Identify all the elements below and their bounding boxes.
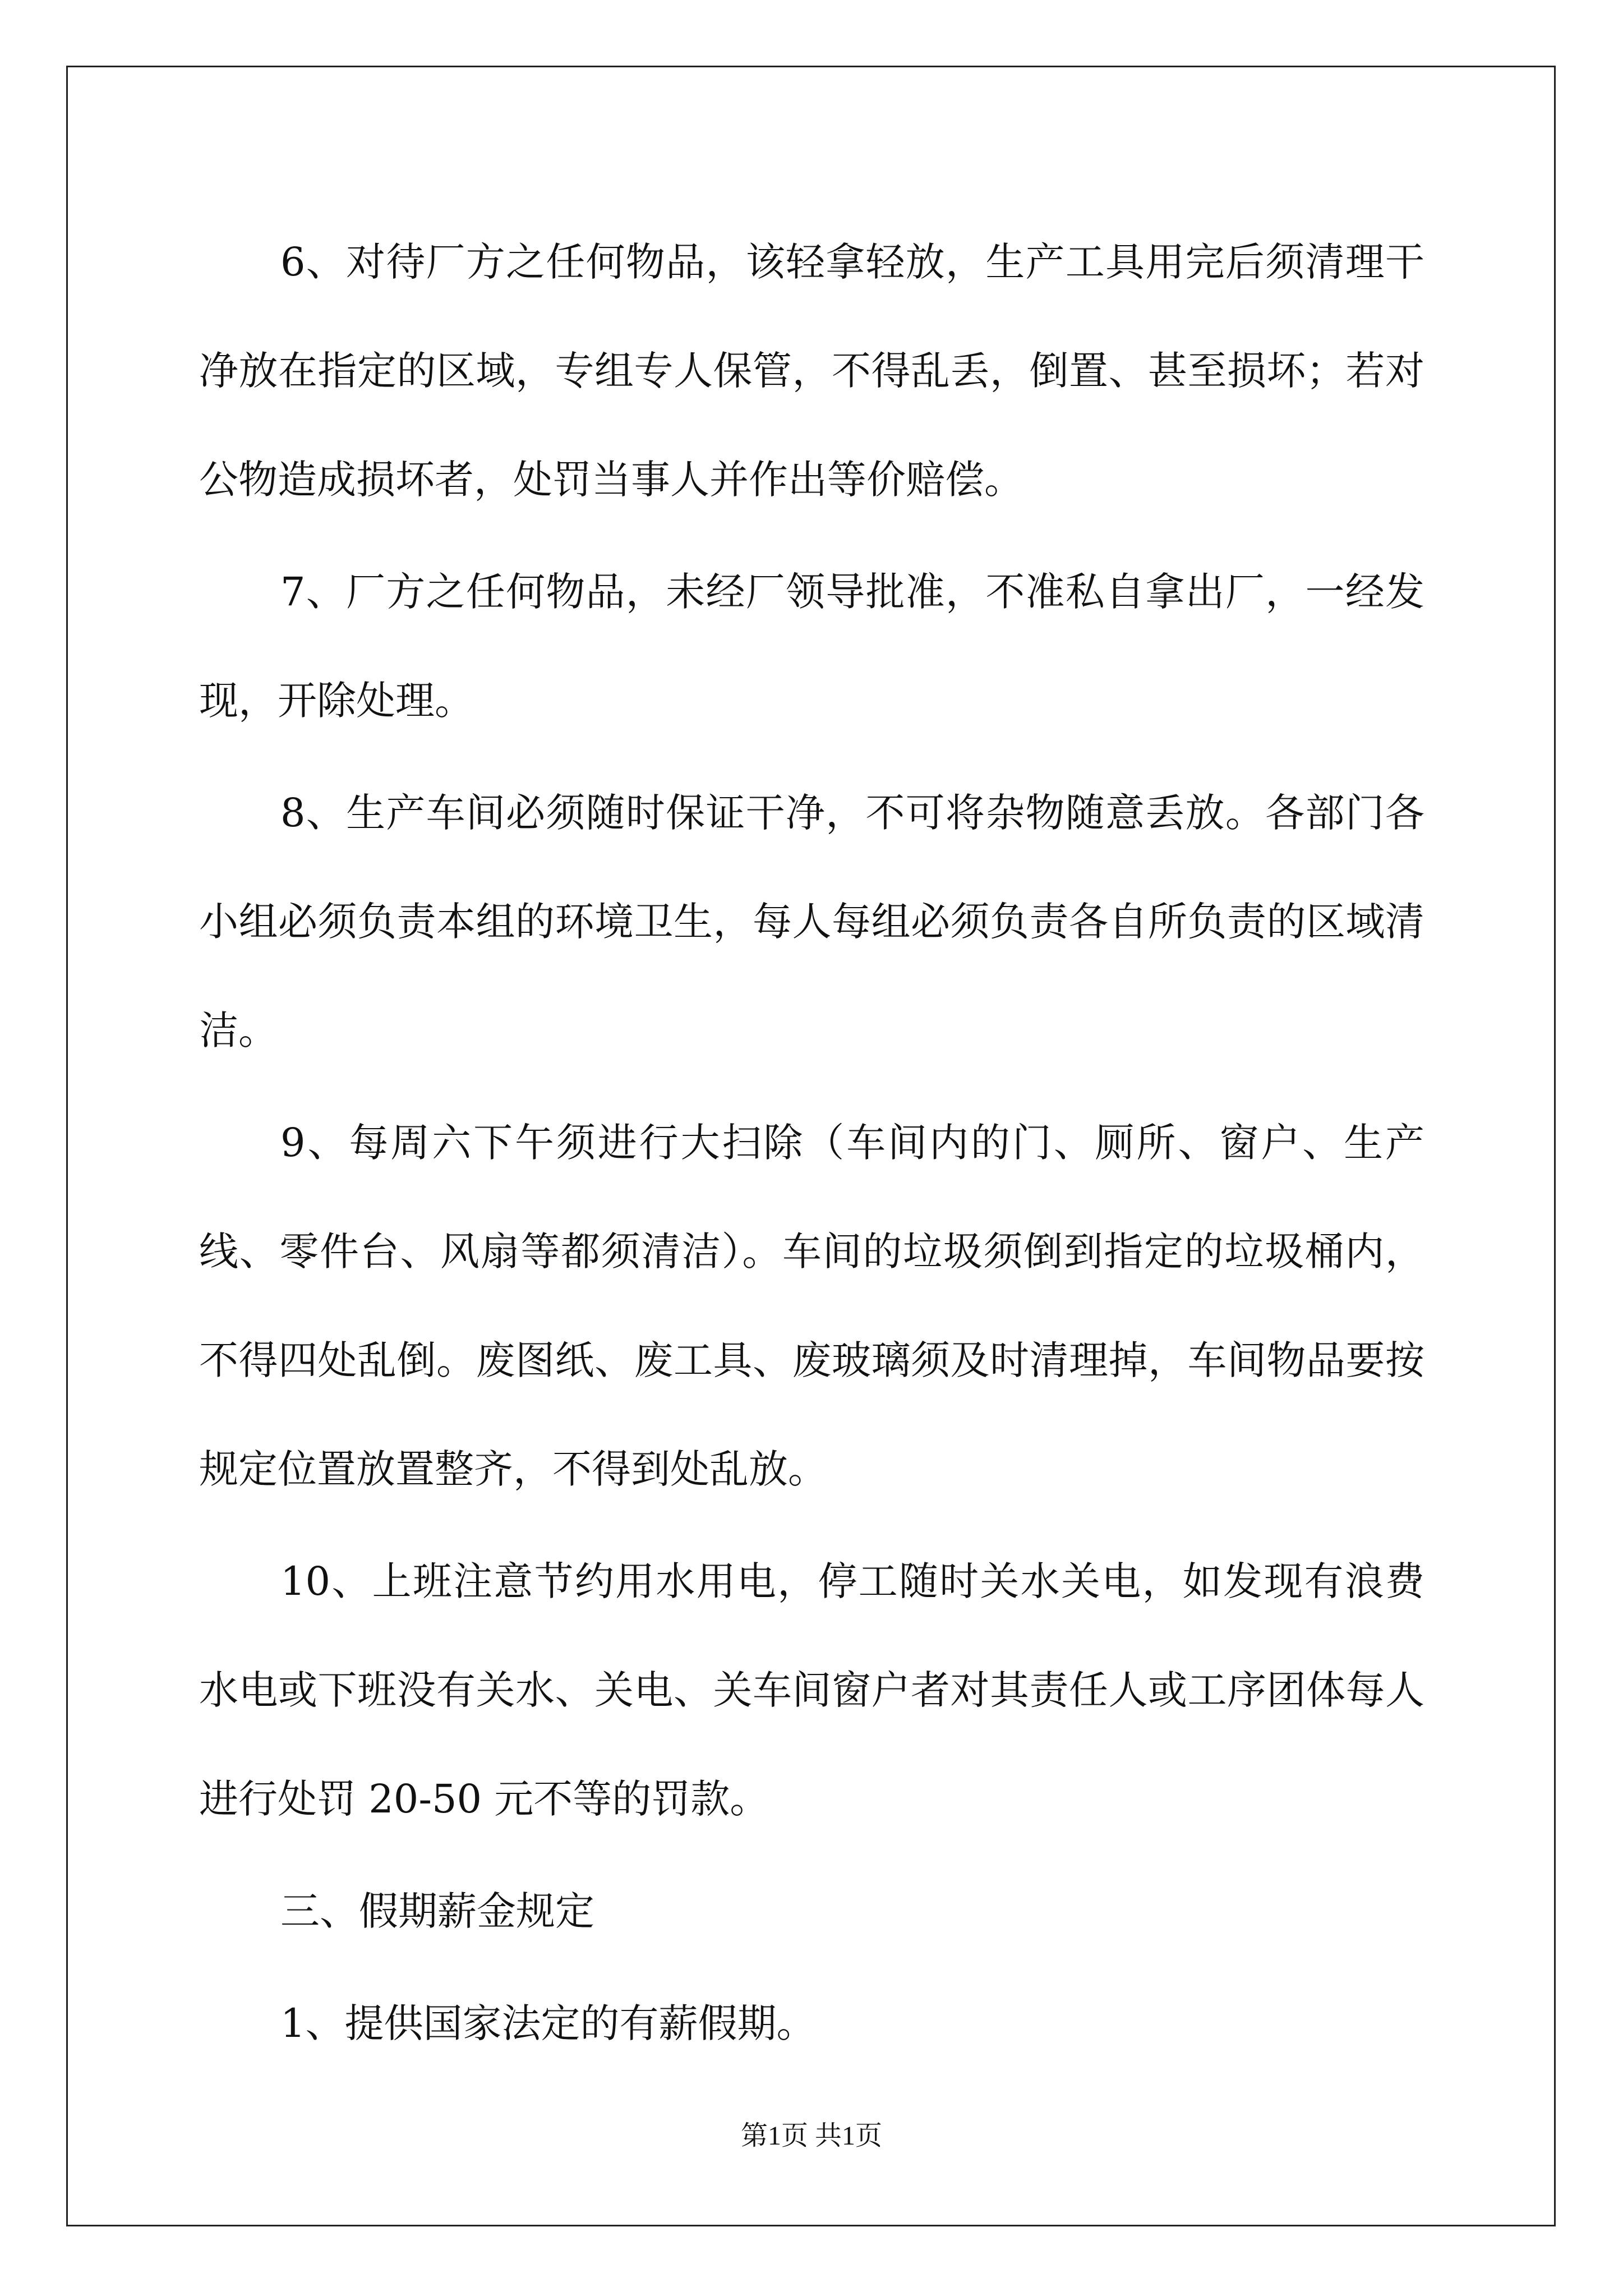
paragraph-holiday-1: 1、提供国家法定的有薪假期。: [280, 2000, 816, 2046]
paragraph-7: 7、厂方之任何物品，未经厂领导批准，不准私自拿出厂，一经发现，开除处理。: [199, 569, 1424, 724]
paragraph-8: 8、生产车间必须随时保证干净，不可将杂物随意丢放。各部门各小组必须负责本组的环境卫生，每人每组必须负责各自所负责的区域清洁。: [199, 790, 1424, 1053]
section-heading-holiday-pay: 三、假期薪金规定: [280, 1888, 594, 1934]
paragraph-6: 6、对待厂方之任何物品，该轻拿轻放，生产工具用完后须清理干净放在指定的区域，专组专人保管，不得乱丢，倒置、甚至损坏；若对公物造成损坏者，处罚当事人并作出等价赔偿。: [199, 239, 1424, 503]
document-body: [199, 208, 1424, 2078]
paragraph-9: 9、每周六下午须进行大扫除（车间内的门、厕所、窗户、生产线、零件台、风扇等都须清洁）。车间的垃圾须倒到指定的垃圾桶内，不得四处乱倒。废图纸、废工具、废玻璃须及时清理掉，车间物品要按规定位置放置整齐，不得到处乱放。: [199, 1120, 1424, 1492]
paragraph-10: 10、上班注意节约用水用电，停工随时关水关电，如发现有浪费水电或下班没有关水、关电、关车间窗户者对其责任人或工序团体每人进行处罚 20-50 元不等的罚款。: [199, 1558, 1424, 1822]
page-footer: 第1页 共1页: [740, 2121, 882, 2151]
